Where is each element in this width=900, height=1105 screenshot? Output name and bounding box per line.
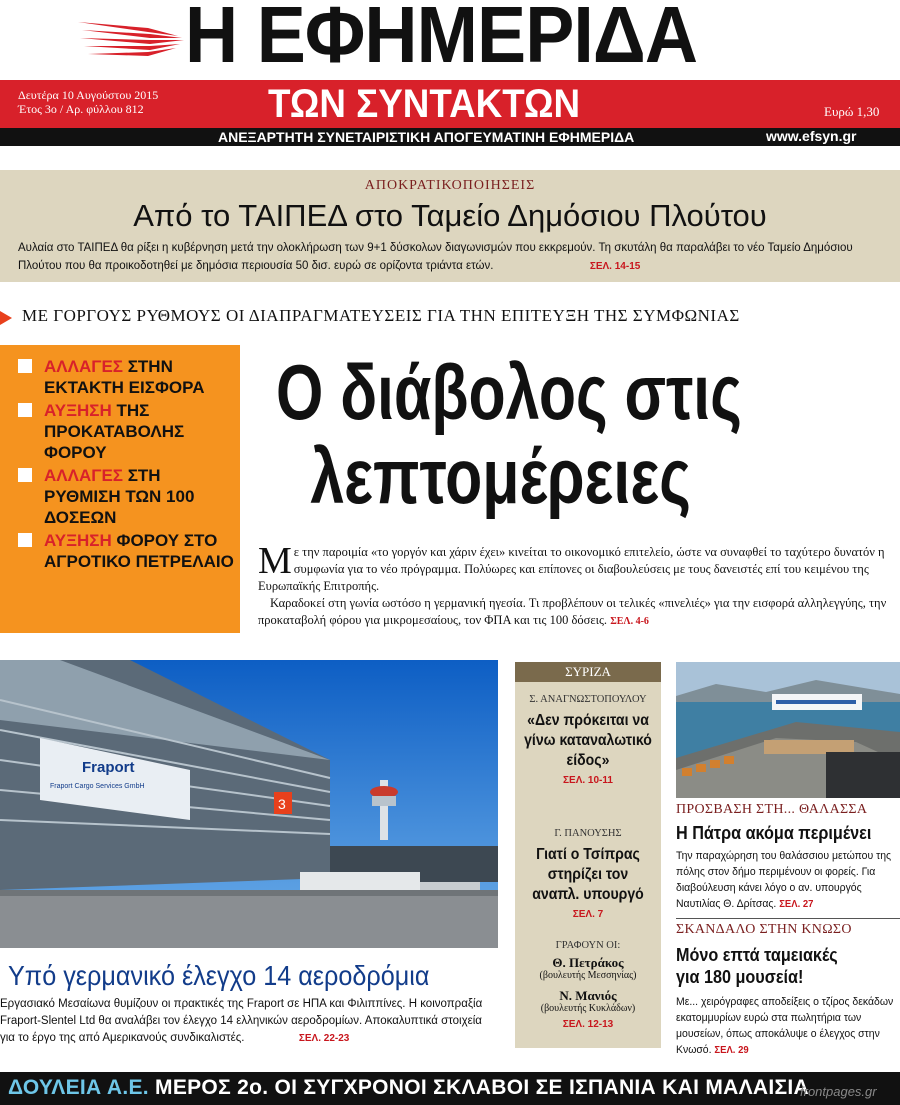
story-privatization-headline[interactable]: Από το ΤΑΙΠΕΔ στο Ταμείο Δημόσιου Πλούτου (133, 198, 767, 233)
list-item: ΑΥΞΗΣΗ ΦΟΡΟΥ ΣΤΟ ΑΓΡΟΤΙΚΟ ΠΕΤΡΕΛΑΙΟ (18, 530, 240, 572)
list-item: ΑΥΞΗΣΗ ΤΗΣ ΠΡΟΚΑΤΑΒΟΛΗΣ ΦΟΡΟΥ (18, 400, 240, 463)
square-bullet-icon (18, 533, 32, 547)
pen-logo-icon (78, 14, 188, 60)
port-photo-art (676, 662, 900, 798)
masthead-subtitle: ΤΩΝ ΣΥΝΤΑΚΤΩΝ (268, 82, 581, 126)
knossos-headline-2[interactable]: για 180 μουσεία! (676, 967, 804, 987)
lead-paragraph-1: Με την παροιμία «το γοργόν και χάριν έχει» κινείται το οικονομικό επιτελείο, ώστε να συναφθεί το ταχύτερο δυνατόν η συμφωνία για το νέο πρόγραμμα. Πολύωρες και επίπονες οι διαβουλεύσεις με τους δανειστές επί του κειμένου της Ευρωπαϊκής Επιτροπής. (258, 540, 885, 593)
airport-photo-art (0, 660, 498, 948)
bottom-text: ΜΕΡΟΣ 2ο. ΟΙ ΣΥΓΧΡΟΝΟΙ ΣΚΛΑΒΟΙ ΣΕ ΙΣΠΑΝΙΑ ΚΑΙ ΜΑΛΑΙΣΙΑ (148, 1076, 810, 1099)
airports-pages: ΣΕΛ. 22-23 (298, 1033, 350, 1044)
lead-headline-line2: λεπτομέρειες (310, 432, 691, 520)
bottom-label: ΔΟΥΛΕΙΑ Α.Ε. (8, 1076, 149, 1099)
knossos-pages: ΣΕΛ. 29 (714, 1045, 749, 1056)
issue-price: Ευρώ 1,30 (824, 104, 880, 119)
port-photo (676, 662, 900, 798)
watermark: frontpages.gr (800, 1084, 877, 1099)
airport-photo-sign: Fraport (82, 759, 135, 776)
syriza-item-3-role-2: (βουλευτής Κυκλάδων) (540, 1003, 636, 1014)
knossos-body (676, 994, 900, 1059)
syriza-item-3-pages: ΣΕΛ. 12-13 (562, 1019, 614, 1030)
knossos-headline-1[interactable]: Μόνο επτά ταμειακές (676, 945, 838, 965)
lead-pages: ΣΕΛ. 4-6 (610, 616, 649, 627)
patra-pages: ΣΕΛ. 27 (779, 899, 814, 910)
list-item: ΑΛΛΑΓΕΣ ΣΤΗΝ ΕΚΤΑΚΤΗ ΕΙΣΦΟΡΑ (18, 356, 240, 398)
syriza-item-2-headline: Γιατί ο Τσίπρας στηρίζει τον αναπλ. υπουργό (532, 846, 644, 903)
syriza-item-1-headline: «Δεν πρόκειται να γίνω καταναλωτικό είδος» (524, 712, 652, 769)
syriza-item-3-kicker: ΓΡΑΦΟΥΝ ΟΙ: (555, 940, 621, 951)
issue-date: Δευτέρα 10 Αυγούστου 2015 (18, 88, 159, 102)
story-privatization-pages: ΣΕΛ. 14-15 (589, 261, 641, 272)
masthead-tagline: ΑΝΕΞΑΡΤΗΤΗ ΣΥΝΕΤΑΙΡΙΣΤΙΚΗ ΑΠΟΓΕΥΜΑΤΙΝΗ ΕΦΗΜΕΡΙΔΑ (218, 129, 635, 145)
square-bullet-icon (18, 468, 32, 482)
bottom-headline[interactable] (8, 1073, 809, 1103)
syriza-item-2-kicker: Γ. ΠΑΝΟΥΣΗΣ (554, 828, 622, 839)
story-privatization-text: Αυλαία στο ΤΑΙΠΕΔ θα ρίξει η κυβέρνηση μετά την ολοκλήρωση των 9+1 δύσκολων διαγωνισμών που εκκρεμούν. Τη σκυτάλη θα παραλάβει το νέο Ταμείο Δημόσιου Πλούτου που θα προικοδοτηθεί με δημόσια περιουσία 50 δισ. ευρώ σε ορίζοντα τριάντα ετών. (18, 242, 853, 272)
syriza-item-2-pages: ΣΕΛ. 7 (572, 909, 604, 920)
lead-bullets-list (18, 356, 240, 574)
website-link[interactable]: www.efsyn.gr (766, 128, 857, 144)
syriza-item-1[interactable] (515, 694, 661, 786)
airport-photo (0, 660, 498, 948)
right-column-divider (676, 918, 900, 919)
syriza-item-3-name-1: Θ. Πετράκος (552, 955, 624, 970)
syriza-item-1-pages: ΣΕΛ. 10-11 (563, 775, 613, 786)
patra-kicker: ΠΡΟΣΒΑΣΗ ΣΤΗ... ΘΑΛΑΣΣΑ (676, 802, 868, 817)
patra-text: Την παραχώρηση του θαλάσσιου μετώπου της πόλης στον δήμο περιμένουν οι φορείς. Για διαβούλευση κάνει λόγο ο αν. υπουργός Ναυτιλίας Θ. Δρίτσας. (676, 850, 892, 910)
story-privatization-kicker: ΑΠΟΚΡΑΤΙΚΟΠΟΙΗΣΕΙΣ (364, 178, 536, 193)
airport-photo-sign-sub: Fraport Cargo Services GmbH (50, 783, 145, 790)
lead-body (258, 540, 900, 630)
syriza-item-3-name-2: Ν. Μανιός (559, 988, 617, 1003)
square-bullet-icon (18, 403, 32, 417)
masthead-title: Η ΕΦΗΜΕΡΙΔΑ (185, 0, 698, 79)
lead-kicker: ΜΕ ΓΟΡΓΟΥΣ ΡΥΘΜΟΥΣ ΟΙ ΔΙΑΠΡΑΓΜΑΤΕΥΣΕΙΣ ΓΙΑ ΤΗΝ ΕΠΙΤΕΥΞΗ ΤΗΣ ΣΥΜΦΩΝΙΑΣ (22, 306, 740, 325)
lead-paragraph-2: Καραδοκεί στη γωνία ωστόσο η γερμανική ηγεσία. Τι προβλέπουν οι τελικές «πινελιές» για την εισφορά αλληλεγγύης, την προκαταβολή φόρου για μικρομεσαίους, τον ΦΠΑ και τις 100 δόσεις. ΣΕΛ. 4-6 (258, 596, 887, 627)
lead-dropcap: Μ (258, 540, 292, 582)
syriza-item-3-role-1: (βουλευτής Μεσσηνίας) (539, 970, 637, 981)
knossos-kicker: ΣΚΑΝΔΑΛΟ ΣΤΗΝ ΚΝΩΣΟ (676, 922, 852, 937)
masthead-date (18, 88, 158, 116)
syriza-item-2[interactable] (515, 828, 661, 920)
square-bullet-icon (18, 359, 32, 373)
lead-headline-line1: Ο διάβολος στις (276, 348, 742, 436)
knossos-text: Με... χειρόγραφες αποδείξεις ο τζίρος δεκάδων εκατομμυρίων ευρώ στα πωλητήρια των μουσείων, όπως αποκάλυψε ο έλεγχος στην Κνωσό. (676, 996, 894, 1056)
syriza-item-1-kicker: Σ. ΑΝΑΓΝΩΣΤΟΠΟΥΛΟΥ (529, 694, 647, 705)
syriza-label: ΣΥΡΙΖΑ (515, 662, 661, 682)
airports-body (0, 996, 500, 1047)
airports-text: Εργασιακό Μεσαίωνα θυμίζουν οι πρακτικές της Fraport σε ΗΠΑ και Φιλιππίνες. Η κοινοπραξία Fraport-Slentel Ltd θα αναλάβει τον έλεγχο 14 ελληνικών αεροδρομίων. Αποκαλυπτικά στοιχεία για το έργο της από Αμερικανούς συνδικαλιστές. (0, 998, 483, 1044)
airport-photo-number: 3 (278, 796, 286, 812)
list-item: ΑΛΛΑΓΕΣ ΣΤΗ ΡΥΘΜΙΣΗ ΤΩΝ 100 ΔΟΣΕΩΝ (18, 465, 240, 528)
arrow-right-icon (0, 311, 12, 325)
syriza-item-3[interactable] (515, 940, 661, 1030)
story-privatization-body (18, 239, 886, 276)
patra-body (676, 848, 900, 913)
lead-headline[interactable] (276, 350, 763, 518)
airports-headline[interactable]: Υπό γερμανικό έλεγχο 14 αεροδρόμια (8, 960, 430, 991)
issue-number: Έτος 3ο / Αρ. φύλλου 812 (18, 102, 144, 116)
patra-headline[interactable]: Η Πάτρα ακόμα περιμένει (676, 823, 872, 843)
